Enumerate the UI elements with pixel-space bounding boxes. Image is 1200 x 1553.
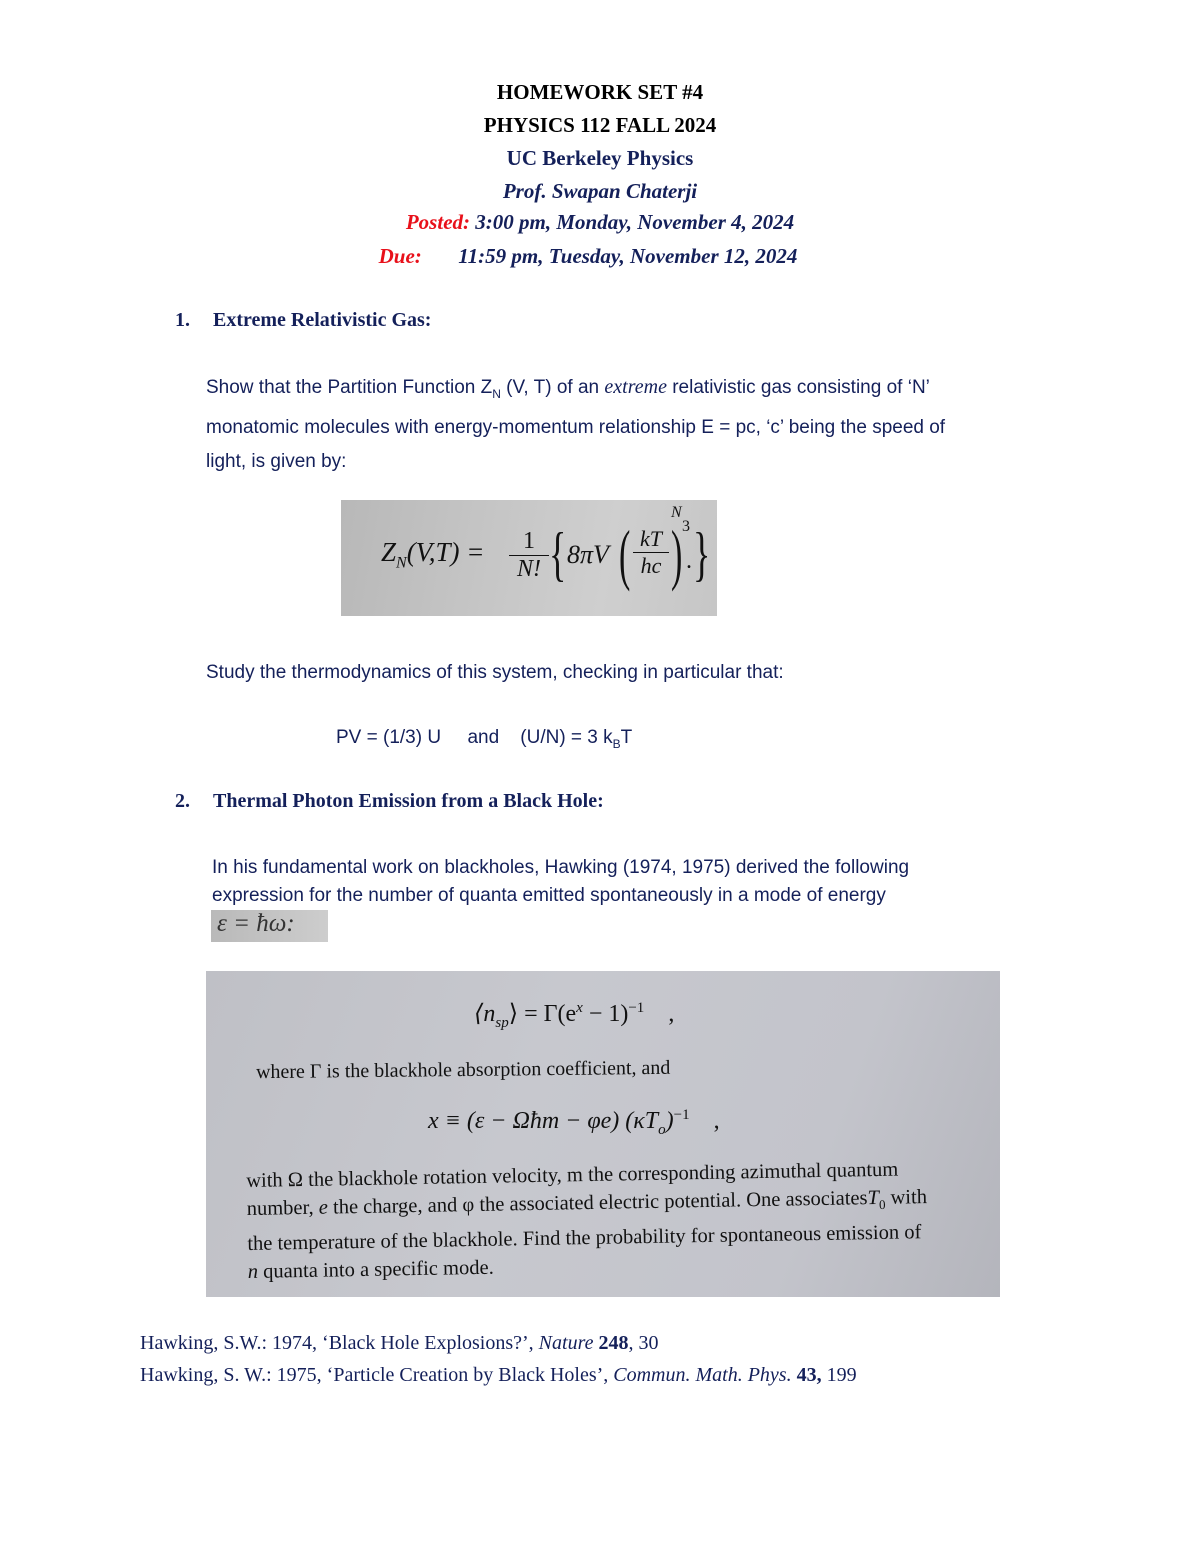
energy-expression: ε = ħω:: [217, 910, 295, 937]
header-posted: [0, 210, 1200, 235]
problem2-statement: [212, 854, 909, 910]
book-line3: the temperature of the blackhole. Find the probability for spontaneous emission of: [247, 1221, 922, 1256]
references: [140, 1327, 857, 1391]
formula-period: .: [686, 548, 692, 574]
formula-paren-right: ): [671, 516, 683, 592]
problem1-line1: Show that the Partition Function $Z_N$ (V, T) of an extreme relativistic gas consisting of ‘N’: [206, 376, 930, 401]
book-paragraph: [246, 1154, 1000, 1286]
formula-power-3: 3: [682, 518, 690, 535]
energy-image: [211, 910, 328, 942]
book-line4: n quanta into a specific mode.: [247, 1256, 494, 1284]
eq-x: x ≡ (ε − Ωħm − φe) $(\kappa T_o)^{-1}$ ,: [428, 1107, 720, 1138]
book-where-line: where Γ is the blackhole absorption coefficient, and: [255, 1056, 671, 1084]
problem1-line3: light, is given by:: [206, 450, 347, 472]
eq-nsp: $⟨n_{sp}⟩ = \Gamma(e^x - 1)^{-1}$ ,: [474, 1000, 675, 1031]
formula-inner: 8πV: [567, 540, 609, 569]
formula-kt-hc: kT hc: [633, 526, 669, 579]
header-department: UC Berkeley Physics: [506, 146, 694, 170]
due-label: Due:: [378, 244, 422, 268]
problem2-line1: In his fundamental work on blackholes, Hawking (1974, 1975) derived the following: [212, 857, 910, 878]
problem1-title: Extreme Relativistic Gas:: [213, 309, 432, 331]
formula-brace-left: {: [549, 521, 567, 587]
hawking-textbook-image: [206, 971, 1000, 1297]
header-professor: Prof. Swapan Chaterji: [502, 179, 698, 203]
header-title: HOMEWORK SET #4: [496, 80, 704, 104]
posted-value: 3:00 pm, Monday, November 4, 2024: [475, 210, 795, 234]
reference-2: Hawking, S. W.: 1975, ‘Particle Creation by Black Holes’, Commun. Math. Phys. 43, 199: [140, 1364, 857, 1386]
formula-power-n: N: [671, 504, 682, 521]
header-course: PHYSICS 112 FALL 2024: [483, 113, 717, 137]
book-line2: number, e the charge, and φ the associated electric potential. One associatesT$_0$ with: [246, 1186, 928, 1220]
due-value: 11:59 pm, Tuesday, November 12, 2024: [458, 244, 798, 268]
partition-function-image: [341, 500, 717, 616]
problem1-number: 1.: [175, 309, 190, 331]
problem2-number: 2.: [175, 790, 190, 812]
reference-1: Hawking, S.W.: 1974, ‘Black Hole Explosions?’, Nature 248, 30: [140, 1332, 659, 1354]
problem1-relation: PV = (1/3) U and (U/N) = 3 $k_BT$: [336, 727, 633, 751]
formula-brace-right: }: [693, 521, 711, 587]
book-line1: with Ω the blackhole rotation velocity, m the corresponding azimuthal quantum: [246, 1158, 899, 1192]
header-due: [0, 244, 1188, 269]
problem1-study: Study the thermodynamics of this system, checking in particular that:: [206, 662, 784, 683]
formula-paren-left: (: [619, 516, 631, 592]
problem2-title: Thermal Photon Emission from a Black Hole:: [213, 790, 604, 812]
posted-label: Posted:: [405, 210, 471, 234]
formula-fraction: 1 N!: [509, 528, 549, 583]
problem1-statement: [206, 370, 1076, 479]
problem1-line2: monatomic molecules with energy-momentum relationship E = pc, ‘c’ being the speed of: [206, 416, 946, 438]
formula-lhs: $Z_N(V,T)$ =: [381, 537, 485, 572]
problem2-line2: expression for the number of quanta emitted spontaneously in a mode of energy: [212, 885, 886, 906]
